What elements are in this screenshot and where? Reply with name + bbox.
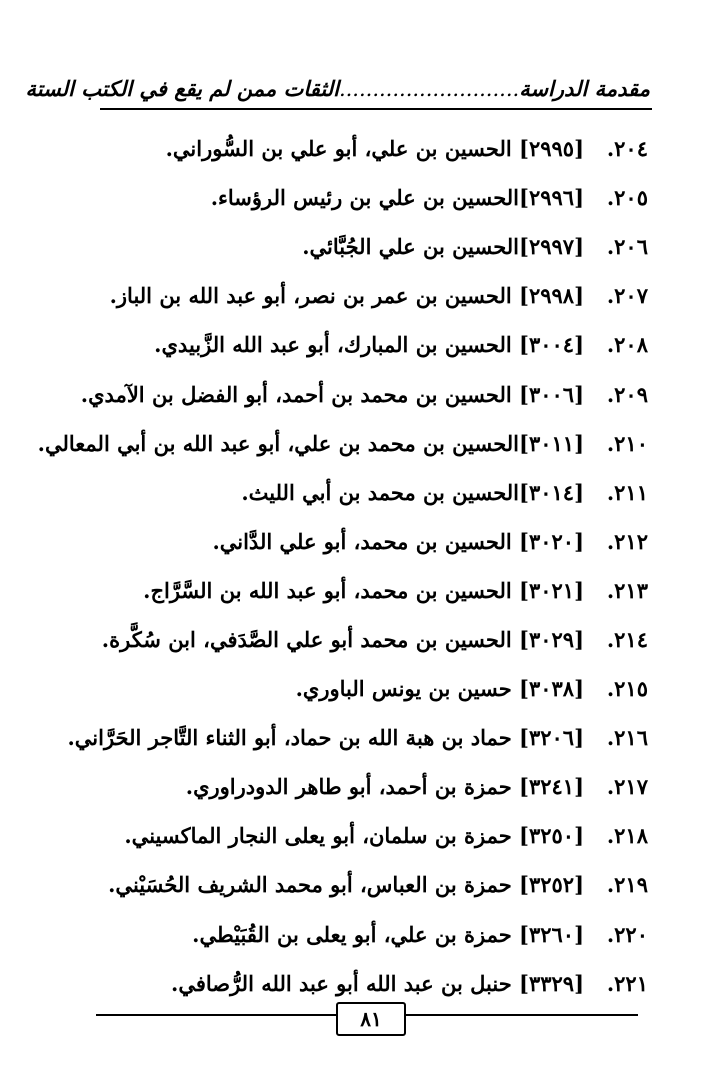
entry-text: [٣٠٠٦] الحسين بن محمد بن أحمد، أبو الفضل بن الآمدي. (80, 381, 584, 407)
list-item (60, 468, 648, 517)
list-item (60, 811, 648, 860)
list-item (60, 910, 648, 959)
list-item (60, 566, 648, 615)
header-book-title: الثقات ممن لم يقع في الكتب الستة (25, 76, 339, 101)
list-item (60, 713, 648, 762)
entry-text: [٣٢٥٢] حمزة بن العباس، أبو محمد الشريف الحُسَيْني. (108, 872, 584, 898)
entry-number: ٢٠٦. (606, 234, 648, 260)
entry-number: ٢٠٤. (606, 136, 648, 162)
entry-text: [٣٢٠٦] حماد بن هبة الله بن حماد، أبو الثناء التَّاجر الحَرَّاني. (67, 725, 584, 751)
page-footer (96, 1002, 638, 1042)
entry-text: [٣٠٠٤] الحسين بن المبارك، أبو عبد الله الزَّبيدي. (154, 332, 584, 358)
entry-text: [٣٠٢٩] الحسين بن محمد أبو علي الصَّدَفي، ابن سُكَّرة. (101, 626, 584, 652)
entry-number: ٢١٦. (606, 725, 648, 751)
list-item (60, 959, 648, 1008)
entry-number: ٢٠٨. (606, 332, 648, 358)
list-item (60, 664, 648, 713)
header-leader-dots: ........................... (338, 77, 520, 101)
list-item (60, 762, 648, 811)
entry-text: [٣٢٦٠] حمزة بن علي، أبو يعلى بن القُبَيْطي. (192, 921, 584, 947)
entry-number: ٢١٢. (606, 528, 648, 554)
page-number: ٨١ (336, 1002, 406, 1036)
header-section-title: مقدمة الدراسة (519, 76, 650, 101)
entry-text: [٣٠١١]الحسين بن محمد بن علي، أبو عبد الله بن أبي المعالي. (37, 430, 584, 456)
entry-number: ٢١٣. (606, 577, 648, 603)
list-item (60, 517, 648, 566)
entry-text: [٣٣٢٩] حنبل بن عبد الله أبو عبد الله الرُّصافي. (171, 970, 584, 996)
entry-list (37, 124, 648, 1008)
entry-text: [٢٩٩٨] الحسين بن عمر بن نصر، أبو عبد الله بن الباز. (109, 283, 584, 309)
running-header (25, 74, 650, 104)
entry-number: ٢١٤. (606, 626, 648, 652)
list-item (60, 173, 648, 222)
entry-number: ٢٠٧. (606, 283, 648, 309)
entry-number: ٢٢١. (606, 970, 648, 996)
entry-number: ٢١٩. (606, 872, 648, 898)
list-item (60, 860, 648, 909)
entry-number: ٢٠٩. (606, 381, 648, 407)
entry-number: ٢١١. (606, 479, 648, 505)
list-item (60, 222, 648, 271)
entry-number: ٢١٨. (606, 823, 648, 849)
entry-text: [٢٩٩٥] الحسين بن علي، أبو علي بن السُّوراني. (165, 136, 584, 162)
entry-text: [٣٠١٤]الحسين بن محمد بن أبي الليث. (241, 479, 584, 505)
entry-text: [٣٠٣٨] حسين بن يونس الباوري. (295, 676, 584, 702)
list-item (60, 320, 648, 369)
entry-number: ٢٢٠. (606, 921, 648, 947)
list-item (60, 615, 648, 664)
list-item (60, 124, 648, 173)
entry-number: ٢١٥. (606, 676, 648, 702)
entry-text: [٣٠٢١] الحسين بن محمد، أبو عبد الله بن السَّرَّاج. (143, 577, 584, 603)
entry-text: [٢٩٩٧]الحسين بن علي الجُبَّائي. (302, 234, 584, 260)
entry-number: ٢٠٥. (606, 185, 648, 211)
list-item (60, 271, 648, 320)
entry-text: [٣٢٥٠] حمزة بن سلمان، أبو يعلى النجار الماكسيني. (124, 823, 584, 849)
list-item (37, 419, 648, 468)
header-rule (100, 108, 652, 110)
entry-text: [٣٢٤١] حمزة بن أحمد، أبو طاهر الدودراوري. (185, 774, 584, 800)
list-item (60, 369, 648, 418)
entry-number: ٢١٠. (606, 430, 648, 456)
entry-number: ٢١٧. (606, 774, 648, 800)
entry-text: [٣٠٢٠] الحسين بن محمد، أبو علي الدَّاني. (212, 528, 584, 554)
entry-text: [٢٩٩٦]الحسين بن علي بن رئيس الرؤساء. (210, 185, 584, 211)
